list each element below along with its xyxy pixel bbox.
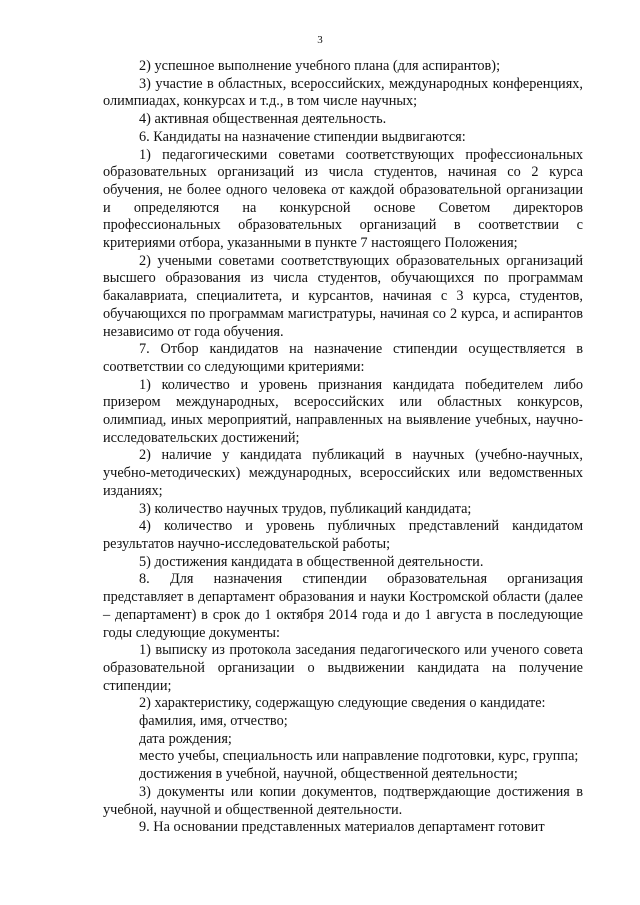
paragraph: 2) характеристику, содержащую следующие сведения о кандидате:: [139, 695, 546, 712]
paragraph: 6. Кандидаты на назначение стипендии выдвигаются:: [139, 128, 466, 145]
paragraph: 2) успешное выполнение учебного плана (для аспирантов);: [139, 58, 501, 74]
paragraph: 1) выписку из протокола заседания педагогического или ученого совета образовательной организации о выдвижении кандидата на получение стипендии;: [103, 642, 583, 694]
paragraph: 3) документы или копии документов, подтверждающие достижения в учебной, научной и общественной деятельности.: [103, 783, 583, 818]
paragraph: дата рождения;: [139, 730, 232, 747]
paragraph: 3) количество научных трудов, публикаций кандидата;: [139, 500, 472, 517]
paragraph: 1) педагогическими советами соответствующих профессиональных образовательных организаций из числа студентов, начиная со 2 курса обучения, не более одного человека от каждой образовательной организации и определяются на конкурсной основе Советом директоров профессиональных образовательных организаций в соответствии с критериями отбора, указанными в пункте 7 настоящего Положения;: [103, 146, 583, 252]
paragraph: 8. Для назначения стипендии образовательная организация представляет в департамент образования и науки Костромской области (далее – департамент) в срок до 1 октября 2014 года и до 1 августа в последующие годы следующие документы:: [103, 571, 583, 641]
paragraph: достижения в учебной, научной, общественной деятельности;: [139, 766, 518, 783]
paragraph: 4) активная общественная деятельность.: [139, 111, 387, 128]
paragraph: 2) наличие у кандидата публикаций в научных (учебно-научных, учебно-методических) международных, всероссийских или ведомственных изданиях;: [103, 447, 583, 499]
paragraph: 7. Отбор кандидатов на назначение стипендии осуществляется в соответствии со следующими критериями:: [103, 341, 583, 375]
paragraph: 1) количество и уровень признания кандидата победителем либо призером международных, всероссийских или областных конкурсов, олимпиад, иных мероприятий, направленных на выявление учебных, научно-исследовательских достижений;: [103, 376, 583, 446]
paragraph: 4) количество и уровень публичных представлений кандидатом результатов научно-исследовательской работы;: [103, 518, 583, 552]
document-body: [103, 58, 583, 837]
paragraph: 2) учеными советами соответствующих образовательных организаций высшего образования из числа студентов, обучающихся по программам бакалавриата, специалитета, и курсантов, начиная с 3 курса, студентов, обучающихся по программам магистратуры, начиная со 2 курса, и аспирантов независимо от года обучения.: [103, 252, 583, 340]
paragraph: 5) достижения кандидата в общественной деятельности.: [139, 553, 484, 570]
paragraph: место учебы, специальность или направление подготовки, курс, группа;: [139, 748, 579, 765]
paragraph: 3) участие в областных, всероссийских, международных конференциях, олимпиадах, конкурсах и т.д., в том числе научных;: [103, 75, 583, 110]
paragraph: 9. На основании представленных материалов департамент готовит: [139, 819, 545, 836]
paragraph: фамилия, имя, отчество;: [139, 713, 288, 730]
page-number: 3: [317, 34, 323, 46]
